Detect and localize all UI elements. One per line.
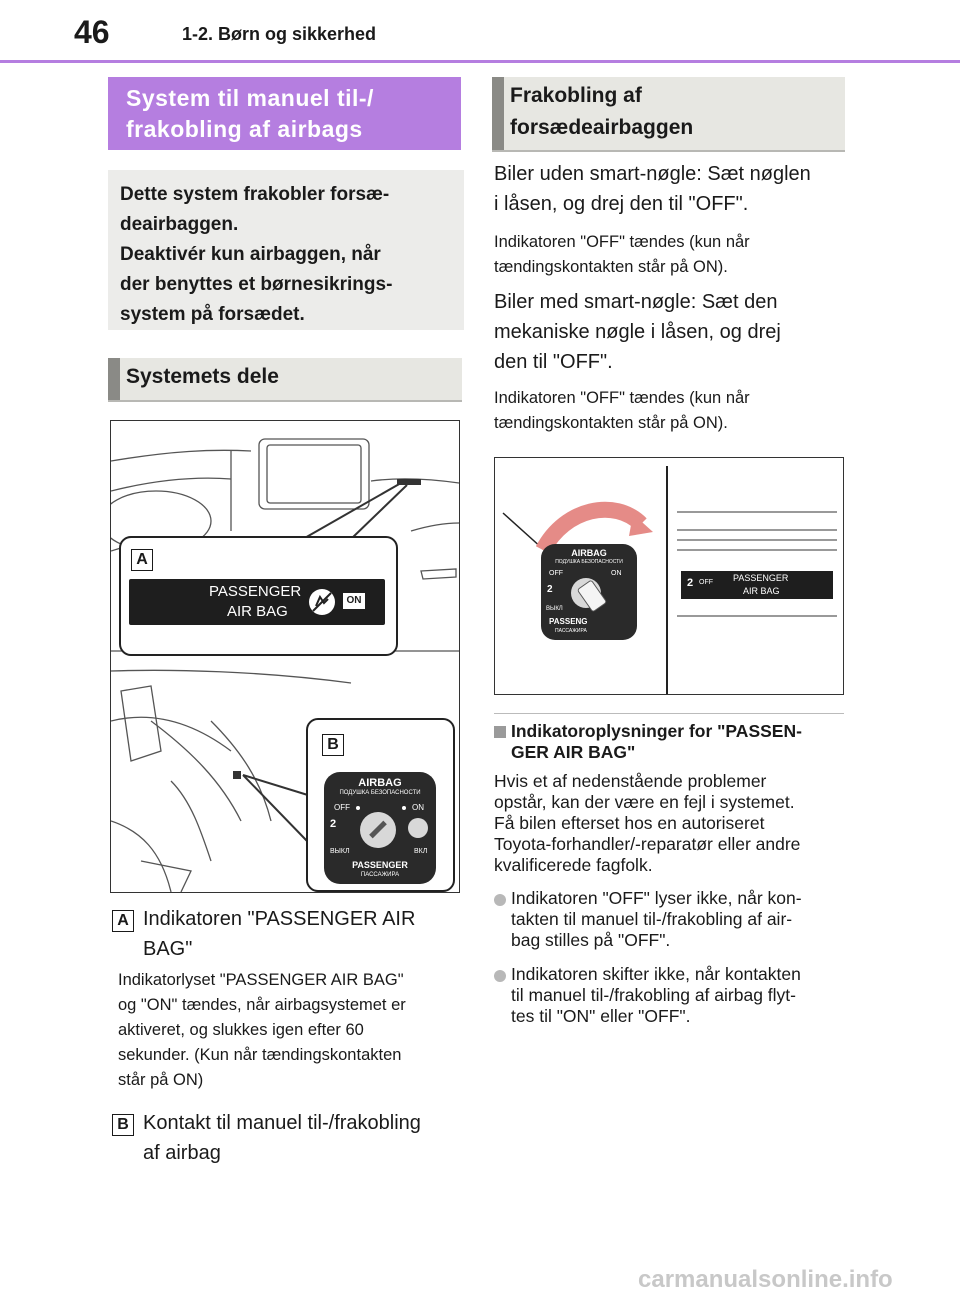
item-a-desc-line: Indikatorlyset "PASSENGER AIR BAG": [118, 971, 404, 989]
page-number: 46: [74, 14, 110, 50]
airbag-switch-turn[interactable]: [541, 544, 637, 640]
passenger-airbag-off-indicator: [681, 571, 833, 599]
indicator-info-paragraph: [494, 771, 800, 876]
bullet-item: [511, 888, 802, 951]
indicator-line1: PASSENGER: [209, 583, 302, 600]
section-title-disable: [492, 77, 845, 150]
item-a-line1: Indikatoren "PASSENGER AIR: [143, 908, 416, 930]
bullet-line: Indikatoren "OFF" lyser ikke, når kon-: [511, 888, 802, 908]
indicator-line2: AIR BAG: [743, 586, 780, 596]
note-line: tændingskontakten står på ON).: [494, 414, 728, 432]
bullet-item: [511, 964, 801, 1027]
on-badge: ON: [343, 593, 365, 609]
info-box: [108, 170, 464, 330]
on-dot-icon: [402, 806, 406, 810]
child-seat-icon: 2: [687, 577, 694, 589]
switch-subtitle: ПОДУШКА БЕЗОПАСНОСТИ: [555, 559, 623, 565]
bullet-icon: [494, 894, 506, 906]
section-title-line2: frakobling af airbags: [126, 116, 363, 142]
key-slot-icon[interactable]: [360, 812, 396, 848]
paragraph-line: Toyota-forhandler/-reparatør eller andre: [494, 834, 801, 854]
indicator-info-heading: [511, 721, 802, 763]
item-b-label: B: [112, 1114, 134, 1136]
switch-title: AIRBAG: [358, 777, 402, 789]
switch-on-label: ON: [611, 570, 622, 577]
section-title-parts: [108, 358, 462, 400]
disable-title: [510, 80, 839, 144]
item-b-title: [143, 1108, 421, 1168]
switch-passenger: PASSENG: [549, 617, 588, 626]
item-a-desc-line: og "ON" tændes, når airbagsystemet er: [118, 996, 406, 1014]
item-a-desc-line: aktiveret, og slukkes igen efter 60: [118, 1021, 364, 1039]
paragraph-line: Få bilen efterset hos en autoriseret: [494, 813, 765, 833]
switch-passenger: PASSENGER: [352, 860, 408, 870]
info-line: der benyttes et børnesikrings-: [120, 274, 393, 295]
item-a-desc: [118, 968, 406, 1093]
switch-title: AIRBAG: [571, 548, 607, 558]
switch-on-ru: ВКЛ: [414, 848, 428, 855]
switch-off-ru: ВЫКЛ: [330, 848, 350, 855]
callout-b-label: B: [322, 734, 344, 756]
info-line: deairbaggen.: [120, 214, 239, 235]
switch-passenger-ru: ПАССАЖИРА: [555, 628, 587, 634]
item-a-label: A: [112, 910, 134, 932]
switch-on-label: ON: [412, 803, 424, 812]
figure-system-parts: [110, 420, 460, 893]
item-a-title: [143, 904, 415, 964]
heading-underline: [108, 400, 462, 402]
info-line: Deaktivér kun airbaggen, når: [120, 244, 381, 265]
switch-off-label: OFF: [549, 570, 563, 577]
switch-off-ru: ВЫКЛ: [546, 606, 563, 612]
passenger-airbag-indicator: [129, 579, 385, 625]
divider: [494, 713, 844, 714]
bullet-line: takten til manuel til-/frakobling af air-: [511, 909, 793, 929]
off-dot-icon: [356, 806, 360, 810]
switch-subtitle: ПОДУШКА БЕЗОПАСНОСТИ: [339, 790, 421, 796]
child-seat-off-icon: 2: [330, 818, 337, 830]
square-bullet-icon: [494, 726, 506, 738]
item-a-line2: BAG": [143, 938, 193, 960]
note-smart-key: [494, 386, 750, 436]
step-no-smart-key: [494, 159, 811, 219]
switch-off-label: OFF: [334, 803, 350, 812]
indicator-line1: PASSENGER: [733, 573, 789, 583]
airbag-on-icon: [408, 818, 428, 838]
heading-bar: [108, 358, 120, 400]
disable-title-line1: Frakobling af: [510, 84, 642, 107]
item-b-line2: af airbag: [143, 1142, 221, 1164]
info-line: Dette system frakobler forsæ-: [120, 184, 390, 205]
step-line: i låsen, og drej den til "OFF".: [494, 193, 749, 215]
heading-bar: [492, 77, 504, 150]
parts-title: Systemets dele: [126, 365, 279, 388]
note-line: Indikatoren "OFF" tændes (kun når: [494, 389, 750, 407]
indicator-off-label: OFF: [699, 579, 713, 586]
bullet-icon: [494, 970, 506, 982]
heading-line: Indikatoroplysninger for "PASSEN-: [511, 721, 802, 741]
step-line: Biler med smart-nøgle: Sæt den: [494, 291, 778, 313]
heading-underline: [492, 150, 845, 152]
item-a-desc-line: sekunder. (Kun når tændingskontakten: [118, 1046, 402, 1064]
bullet-line: tes til "ON" eller "OFF".: [511, 1006, 691, 1026]
paragraph-line: opstår, kan der være en fejl i systemet.: [494, 792, 795, 812]
item-a-desc-line: står på ON): [118, 1071, 204, 1089]
callout-a-label: A: [131, 549, 153, 571]
info-line: system på forsædet.: [120, 304, 305, 325]
bullet-line: bag stilles på "OFF".: [511, 930, 671, 950]
note-line: tændingskontakten står på ON).: [494, 258, 728, 276]
figure-key-switch: [494, 457, 844, 695]
paragraph-line: Hvis et af nedenstående problemer: [494, 771, 767, 791]
airbag-off-icon: [307, 587, 337, 617]
indicator-line2: AIR BAG: [227, 603, 288, 620]
disable-title-line2: forsædeairbaggen: [510, 116, 694, 139]
bullet-line: Indikatoren skifter ikke, når kontakten: [511, 964, 801, 984]
item-b-line1: Kontakt til manuel til-/frakobling: [143, 1112, 421, 1134]
bullet-line: til manuel til-/frakobling af airbag flyt-: [511, 985, 796, 1005]
airbag-switch[interactable]: [324, 772, 436, 884]
section-title-manual-onoff: [108, 77, 461, 150]
step-line: mekaniske nøgle i låsen, og drej: [494, 321, 781, 343]
section-title-line1: System til manuel til-/: [126, 85, 374, 111]
watermark: carmanualsonline.info: [638, 1266, 893, 1293]
note-line: Indikatoren "OFF" tændes (kun når: [494, 233, 750, 251]
child-seat-off-icon: 2: [547, 584, 553, 595]
key-in-slot-icon[interactable]: [571, 578, 601, 608]
callout-a-box: [119, 536, 398, 656]
callout-b-box: [306, 718, 455, 892]
heading-line: GER AIR BAG": [511, 742, 636, 762]
chapter-title: 1-2. Børn og sikkerhed: [182, 24, 377, 44]
step-smart-key: [494, 287, 781, 377]
header-rule: [0, 60, 960, 63]
step-line: Biler uden smart-nøgle: Sæt nøglen: [494, 163, 811, 185]
note-no-smart-key: [494, 230, 750, 280]
step-line: den til "OFF".: [494, 351, 613, 373]
paragraph-line: kvalificerede fagfolk.: [494, 855, 653, 875]
switch-passenger-ru: ПАССАЖИРА: [360, 872, 400, 878]
